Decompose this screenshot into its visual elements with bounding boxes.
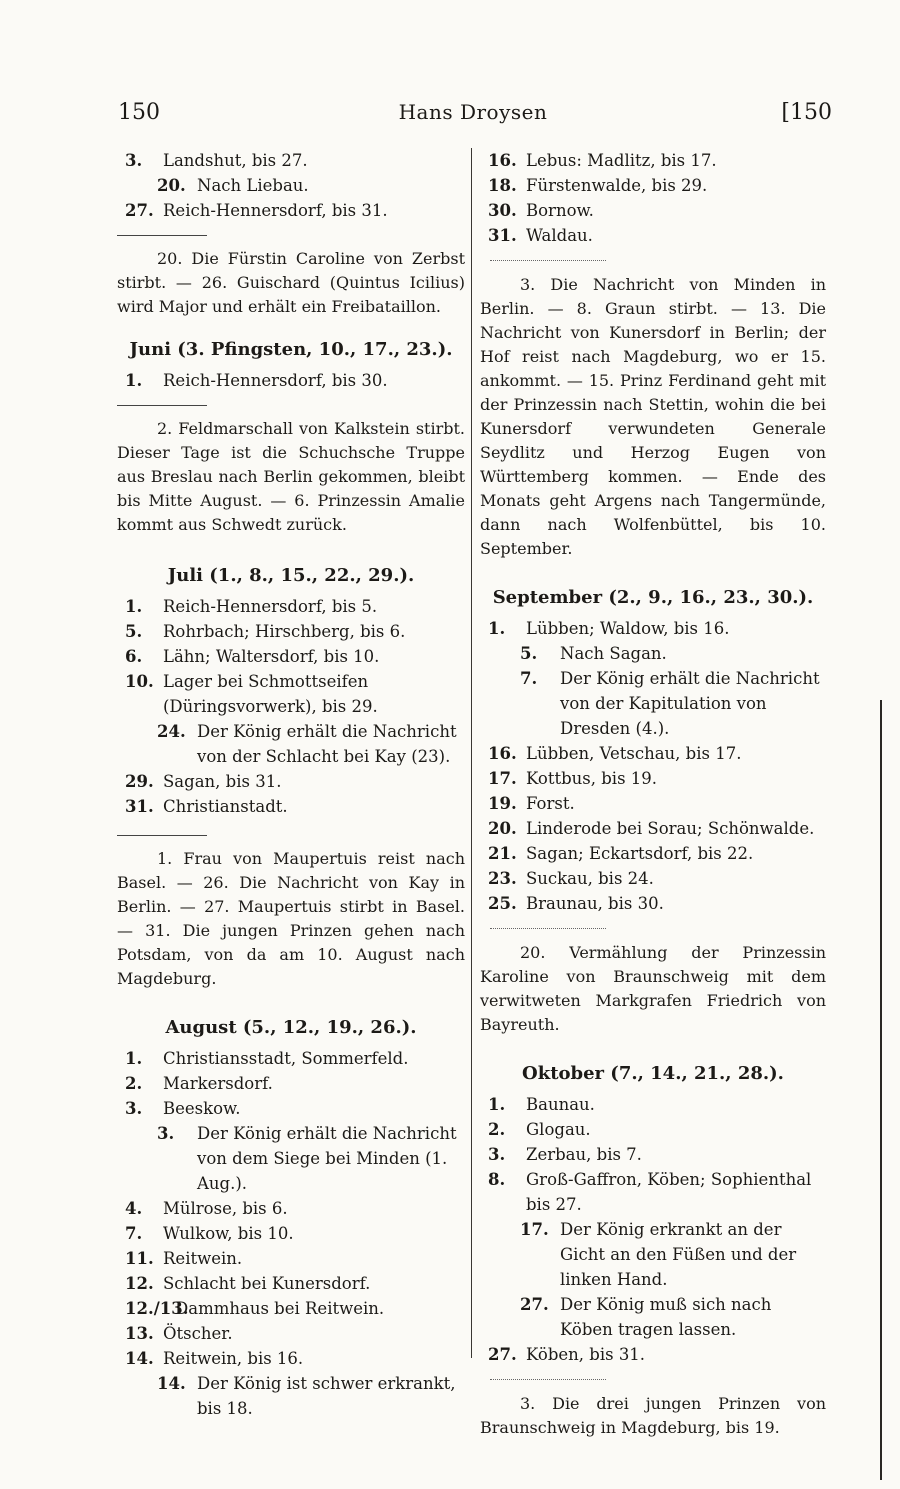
- entry-list: [480, 616, 826, 916]
- month-heading-juli: Juli (1., 8., 15., 22., 29.).: [167, 565, 415, 586]
- entry-date: 10.: [125, 672, 154, 691]
- entry-date: 1.: [488, 619, 506, 638]
- entry-date: 11.: [125, 1249, 154, 1268]
- entry-text: Zerbau, bis 7.: [526, 1145, 642, 1164]
- entry-list: [117, 594, 465, 819]
- entry-text: Waldau.: [526, 226, 593, 245]
- entry-text: Landshut, bis 27.: [163, 151, 308, 170]
- divider: [117, 835, 207, 836]
- month-heading-september: September (2., 9., 16., 23., 30.).: [492, 587, 814, 608]
- entry-date: 13.: [125, 1324, 154, 1343]
- entry-text: Reich-Hennersdorf, bis 30.: [163, 371, 388, 390]
- entry-text: Der König erhält die Nachricht von der Kapitulation von Dresden (4.).: [560, 669, 820, 738]
- entry-date: 12./13.: [125, 1299, 189, 1318]
- entry-date: 3.: [488, 1145, 506, 1164]
- page-header: [118, 100, 832, 132]
- entry-date: 3.: [125, 151, 143, 170]
- entry-text: Der König erhält die Nachricht von dem Siege bei Minden (1. Aug.).: [197, 1124, 457, 1193]
- right-column: [480, 148, 826, 1440]
- itinerary-entry: [117, 1371, 465, 1421]
- note-paragraph: 20. Die Fürstin Caroline von Zerbst stirbt. — 26. Guischard (Quintus Icilius) wird Major und erhält ein Freibataillon.: [117, 249, 465, 316]
- entry-text: Köben, bis 31.: [526, 1345, 646, 1364]
- itinerary-entry: [117, 1221, 465, 1246]
- entry-text: Braunau, bis 30.: [526, 894, 664, 913]
- divider: [117, 235, 207, 236]
- itinerary-entry: [117, 719, 465, 769]
- itinerary-entry: [480, 641, 826, 666]
- month-heading-juni: Juni (3. Pfingsten, 10., 17., 23.).: [129, 339, 453, 360]
- itinerary-entry: [117, 198, 465, 223]
- entry-text: Reich-Hennersdorf, bis 5.: [163, 597, 378, 616]
- entry-date: 1.: [125, 597, 143, 616]
- entry-date: 16.: [488, 744, 517, 763]
- itinerary-entry: [117, 1246, 465, 1271]
- entry-text: Sagan; Eckartsdorf, bis 22.: [526, 844, 754, 863]
- entry-text: Ötscher.: [163, 1324, 233, 1343]
- entry-date: 3.: [157, 1124, 175, 1143]
- itinerary-entry: [117, 644, 465, 669]
- entry-date: 27.: [488, 1345, 517, 1364]
- divider: [490, 260, 606, 262]
- itinerary-entry: [117, 619, 465, 644]
- itinerary-entry: [117, 1071, 465, 1096]
- entry-date: 18.: [488, 176, 517, 195]
- itinerary-entry: [480, 741, 826, 766]
- entry-date: 19.: [488, 794, 517, 813]
- entry-date: 17.: [520, 1220, 549, 1239]
- entry-text: Lager bei Schmottseifen (Düringsvorwerk), bis 29.: [163, 672, 378, 716]
- entry-text: Nach Liebau.: [197, 176, 309, 195]
- entry-text: Forst.: [526, 794, 575, 813]
- entry-text: Bornow.: [526, 201, 594, 220]
- itinerary-entry: [117, 794, 465, 819]
- itinerary-entry: [480, 791, 826, 816]
- entry-text: Reich-Hennersdorf, bis 31.: [163, 201, 388, 220]
- entry-text: Mülrose, bis 6.: [163, 1199, 288, 1218]
- running-title: Hans Droysen: [398, 100, 548, 124]
- entry-text: Lübben; Waldow, bis 16.: [526, 619, 730, 638]
- page-edge: [880, 700, 882, 1480]
- itinerary-entry: [480, 1167, 826, 1217]
- itinerary-entry: [117, 368, 465, 393]
- itinerary-entry: [480, 891, 826, 916]
- entry-date: 1.: [125, 371, 143, 390]
- entry-list: [480, 1092, 826, 1367]
- itinerary-entry: [480, 866, 826, 891]
- entry-date: 5.: [520, 644, 538, 663]
- itinerary-entry: [117, 1346, 465, 1371]
- entry-date: 5.: [125, 622, 143, 641]
- entry-date: 1.: [125, 1049, 143, 1068]
- itinerary-entry: [117, 1046, 465, 1071]
- entry-date: 27.: [520, 1295, 549, 1314]
- itinerary-entry: [480, 1342, 826, 1367]
- column-divider: [471, 148, 472, 1358]
- itinerary-entry: [480, 1142, 826, 1167]
- itinerary-entry: [117, 769, 465, 794]
- entry-date: 20.: [157, 176, 186, 195]
- entry-text: Der König muß sich nach Köben tragen lassen.: [560, 1295, 772, 1339]
- entry-date: 7.: [520, 669, 538, 688]
- entry-date: 27.: [125, 201, 154, 220]
- entry-text: Christiansstadt, Sommerfeld.: [163, 1049, 409, 1068]
- entry-date: 16.: [488, 151, 517, 170]
- itinerary-entry: [480, 666, 826, 741]
- entry-date: 8.: [488, 1170, 506, 1189]
- note-paragraph: 3. Die Nachricht von Minden in Berlin. — 8. Graun stirbt. — 13. Die Nachricht von Kunersdorf in Berlin; der Hof reist nach Magdeburg, wo er 15. ankommt. — 15. Prinz Ferdinand geht mit der Prinzessin nach Stettin, wohin die bei Kunersdorf verwundeten Generale Seydlitz und Herzog Eugen von Württemberg kommen. — Ende des Monats geht Argens nach Tangermünde, dann nach Wolfenbüttel, bis 10. September.: [480, 275, 826, 558]
- entry-text: Kottbus, bis 19.: [526, 769, 658, 788]
- itinerary-entry: [480, 1217, 826, 1292]
- entry-text: Schlacht bei Kunersdorf.: [163, 1274, 371, 1293]
- entry-date: 17.: [488, 769, 517, 788]
- entry-text: Lähn; Waltersdorf, bis 10.: [163, 647, 380, 666]
- note-paragraph: 20. Vermählung der Prinzessin Karoline von Braunschweig mit dem verwitweten Markgrafen Friedrich von Bayreuth.: [480, 943, 826, 1034]
- itinerary-entry: [480, 816, 826, 841]
- entry-date: 3.: [125, 1099, 143, 1118]
- entry-text: Reitwein.: [163, 1249, 243, 1268]
- entry-list: [117, 1046, 465, 1421]
- entry-list: [117, 368, 465, 393]
- itinerary-entry: [117, 173, 465, 198]
- entry-date: 30.: [488, 201, 517, 220]
- margin-page-number: [150: [781, 100, 832, 125]
- entry-date: 6.: [125, 647, 143, 666]
- entry-text: Christianstadt.: [163, 797, 288, 816]
- entry-date: 21.: [488, 844, 517, 863]
- entry-text: Der König erkrankt an der Gicht an den Füßen und der linken Hand.: [560, 1220, 797, 1289]
- entry-text: Der König erhält die Nachricht von der Schlacht bei Kay (23).: [197, 722, 457, 766]
- itinerary-entry: [117, 1196, 465, 1221]
- entry-date: 24.: [157, 722, 186, 741]
- entry-text: Glogau.: [526, 1120, 591, 1139]
- entry-date: 14.: [125, 1349, 154, 1368]
- entry-text: Wulkow, bis 10.: [163, 1224, 294, 1243]
- entry-date: 25.: [488, 894, 517, 913]
- entry-text: Suckau, bis 24.: [526, 869, 654, 888]
- itinerary-entry: [480, 173, 826, 198]
- entry-list: [117, 148, 465, 223]
- entry-date: 2.: [488, 1120, 506, 1139]
- itinerary-entry: [480, 766, 826, 791]
- itinerary-entry: [480, 1092, 826, 1117]
- itinerary-entry: [480, 1292, 826, 1342]
- entry-date: 2.: [125, 1074, 143, 1093]
- left-column: [117, 148, 465, 1421]
- note-paragraph: 1. Frau von Maupertuis reist nach Basel. — 26. Die Nachricht von Kay in Berlin. — 27. Maupertuis stirbt in Basel. — 31. Die jungen Prinzen gehen nach Potsdam, von da am 10. August nach Magdeburg.: [117, 849, 465, 988]
- entry-date: 12.: [125, 1274, 154, 1293]
- divider: [490, 928, 606, 930]
- entry-text: Reitwein, bis 16.: [163, 1349, 304, 1368]
- itinerary-entry: [117, 148, 465, 173]
- entry-list: [480, 148, 826, 248]
- entry-date: 1.: [488, 1095, 506, 1114]
- entry-text: Groß-Gaffron, Köben; Sophienthal bis 27.: [526, 1170, 812, 1214]
- note-paragraph: 2. Feldmarschall von Kalkstein stirbt. Dieser Tage ist die Schuchsche Truppe aus Breslau nach Berlin gekommen, bleibt bis Mitte August. — 6. Prinzessin Amalie kommt aus Schwedt zurück.: [117, 419, 465, 534]
- entry-text: Beeskow.: [163, 1099, 241, 1118]
- entry-text: Lübben, Vetschau, bis 17.: [526, 744, 742, 763]
- entry-text: Rohrbach; Hirschberg, bis 6.: [163, 622, 406, 641]
- itinerary-entry: [480, 1117, 826, 1142]
- itinerary-entry: [480, 841, 826, 866]
- itinerary-entry: [117, 669, 465, 719]
- month-heading-oktober: Oktober (7., 14., 21., 28.).: [522, 1063, 784, 1084]
- entry-text: Fürstenwalde, bis 29.: [526, 176, 708, 195]
- page-number: 150: [118, 100, 160, 125]
- itinerary-entry: [480, 148, 826, 173]
- entry-text: Lebus: Madlitz, bis 17.: [526, 151, 717, 170]
- entry-date: 31.: [488, 226, 517, 245]
- itinerary-entry: [480, 616, 826, 641]
- entry-date: 23.: [488, 869, 517, 888]
- divider: [490, 1379, 606, 1381]
- itinerary-entry: [117, 1121, 465, 1196]
- itinerary-entry: [117, 594, 465, 619]
- entry-date: 4.: [125, 1199, 143, 1218]
- itinerary-entry: [117, 1296, 465, 1321]
- divider: [117, 405, 207, 406]
- entry-text: Der König ist schwer erkrankt, bis 18.: [197, 1374, 456, 1418]
- entry-text: Nach Sagan.: [560, 644, 667, 663]
- entry-date: 7.: [125, 1224, 143, 1243]
- itinerary-entry: [117, 1321, 465, 1346]
- entry-text: Markersdorf.: [163, 1074, 273, 1093]
- entry-text: Dammhaus bei Reitwein.: [175, 1299, 385, 1318]
- entry-date: 20.: [488, 819, 517, 838]
- itinerary-entry: [117, 1271, 465, 1296]
- note-paragraph: 3. Die drei jungen Prinzen von Braunschweig in Magdeburg, bis 19.: [480, 1394, 826, 1437]
- itinerary-entry: [480, 198, 826, 223]
- entry-date: 31.: [125, 797, 154, 816]
- entry-date: 29.: [125, 772, 154, 791]
- itinerary-entry: [117, 1096, 465, 1121]
- month-heading-august: August (5., 12., 19., 26.).: [165, 1017, 417, 1038]
- entry-text: Linderode bei Sorau; Schönwalde.: [526, 819, 815, 838]
- entry-text: Sagan, bis 31.: [163, 772, 282, 791]
- itinerary-entry: [480, 223, 826, 248]
- entry-text: Baunau.: [526, 1095, 595, 1114]
- entry-date: 14.: [157, 1374, 186, 1393]
